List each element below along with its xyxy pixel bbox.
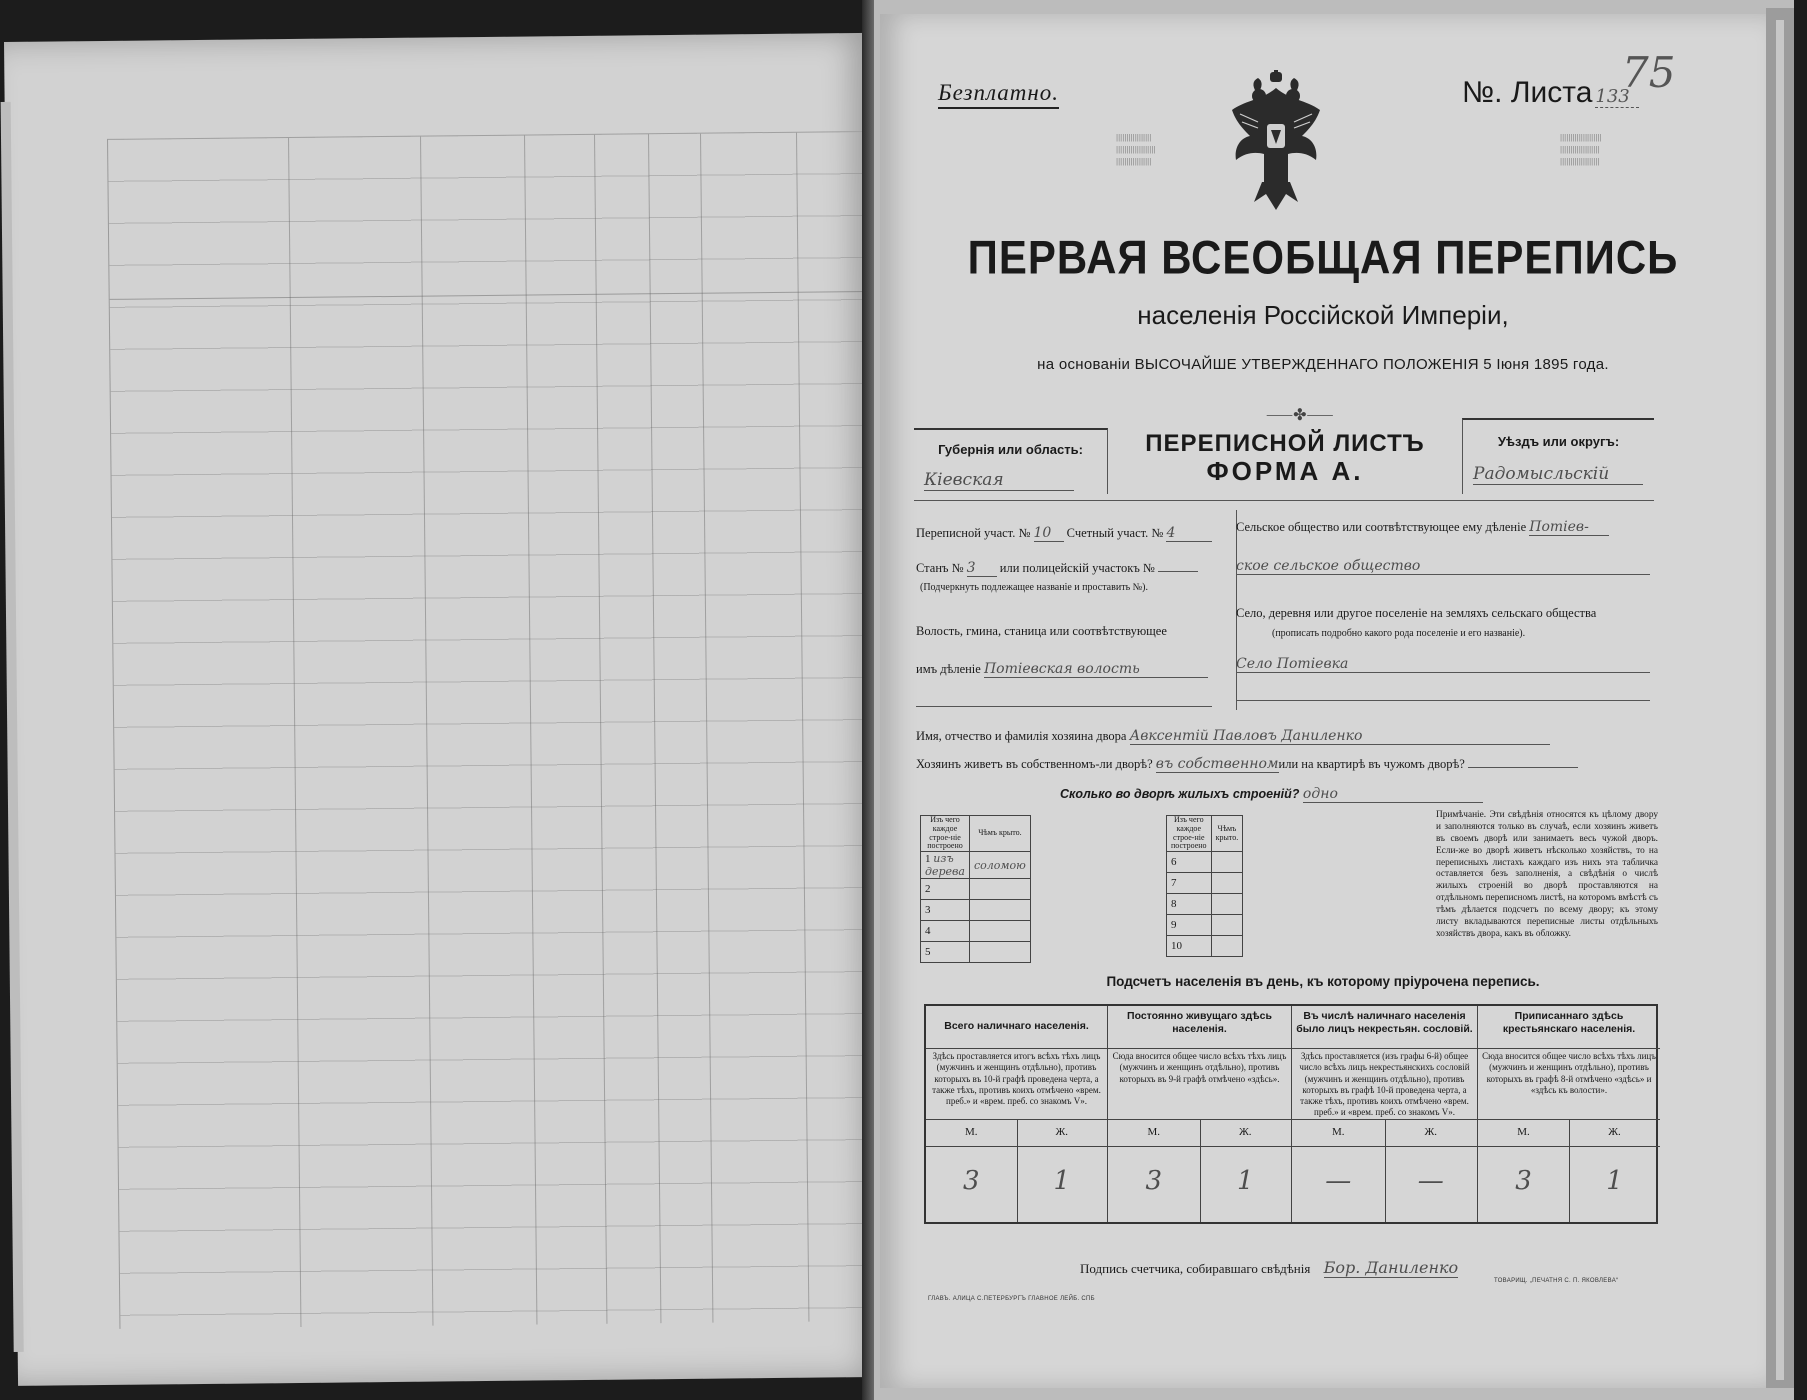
col-roof: Чѣмъ крыто. <box>969 816 1030 852</box>
owner-name-value: Авксентій Павловъ Даниленко <box>1130 728 1550 745</box>
count-section-value: 4 <box>1166 525 1212 542</box>
faint-show-through-text: ||||||||||||||||| ||||||||||||||||||| ||||||||||||||||| <box>1116 133 1156 166</box>
district-value: Радомысльскій <box>1473 464 1643 485</box>
district-box <box>1462 418 1654 494</box>
province-label: Губернія или область: <box>938 442 1083 457</box>
sheet-number-value: 133 <box>1595 86 1639 108</box>
province-box <box>914 428 1108 494</box>
form-title <box>1106 430 1464 487</box>
total-male-value: 3 <box>962 1166 980 1196</box>
ornament-divider: ⸺✤⸺ <box>1266 407 1334 424</box>
non-peasant-female-value: — <box>1417 1166 1444 1196</box>
sheet-number-label: №. Листа <box>1462 76 1593 109</box>
faint-show-through-text: |||||||||||||||||||| ||||||||||||||||||| ||||||||||||||||||| <box>1560 133 1602 166</box>
signature-label: Подпись счетчика, собиравшаго свѣдѣнія <box>1080 1261 1311 1276</box>
owner-residence-field: Хозяинъ живетъ въ собственномъ-ли дворѣ? въ собственномили на квартирѣ въ чужомъ дворѣ? <box>916 756 1578 773</box>
census-form-page: Безплатно. №. Листа 133 75 ||||||||||||||||| ||||||||||||||||||| ||||||||||||||||| |||||||||||||||||||| ||||||||||||||||||| ||||||||||||||||||| ПЕРВАЯ ВСЕОБЩАЯ ПЕРЕПИСЬ населенія Россійской Имперіи, на основаніи ВЫСОЧАЙШЕ УТВЕРЖДЕННАГО ПОЛОЖЕНІЯ 5 Іюня 1895 года. ⸺✤⸺ Губернія или область: Кіевская ПЕРЕПИСНОЙ ЛИСТЪ ФОРМА А. Уѣздъ или округъ: Радомысльскій Переписной участ. № 10 Счетный участ. № 4 Станъ № 3 или полицейскій участокъ № (Подчеркнуть подлежащее названіе и проставить №). Волость, гмина, станица или соотвѣтствующее имъ дѣленіе Потіевская волость Сельское общество или соотвѣтствующее ему дѣленіе Потіев- ское сельское общество Село, деревня или другое поселеніе на земляхъ сельскаго общества (прописать подробно какого рода поселеніе и его названіе). Село Потіевка Имя, отчество и фамилія хозяина двора Авксентій Павловъ Даниленко Хозяинъ живетъ въ собственномъ-ли дворѣ? въ собственномили на квартирѣ въ чужомъ дворѣ? Сколько во дворѣ жилыхъ строеній? одно Изъ чего каждое строе-ніе построено Чѣмъ крыто. 1 изъ дерева соломою 2 3 4 5 Изъ чего каждое строе-ніе построено Чѣмъ крыто. 6 7 8 9 10 Примѣчаніе. Эти свѣдѣнія относятся къ цѣлому двору и заполняются только въ случаѣ, если хозяинъ живетъ въ своемъ дворѣ или занимаетъ весь чужой дворъ. Если-же во дворѣ живетъ нѣсколько хозяйствъ, то на переписныхъ листахъ каждаго изъ нихъ эта табличка оставляется безъ заполненія, а свѣдѣнія о числѣ жилыхъ строеній во дворѣ проставляются на отдѣльномъ переписномъ листѣ, на которомъ вмѣстѣ съ тѣмъ дѣлается подсчетъ по всему двору; къ этому листу вкладываются переписные листы отдѣльныхъ хозяйствъ двора, какъ въ обложку. Подсчетъ населенія въ день, къ которому пріурочена перепись. Всего наличнаго населенія. Здѣсь проставляется итогъ всѣхъ тѣхъ лицъ (мужчинъ и женщинъ отдѣльно), противъ которыхъ въ 10-й графѣ проведена черта, а также тѣхъ, противъ коихъ отмѣчено «врем. преб.» и «врем. преб. со знакомъ V». М. Ж. 3 1 Постоянно живущаго здѣсь населенія. Сюда вносится общее число всѣхъ тѣхъ лицъ (мужчинъ и женщинъ отдѣльно), противъ которыхъ въ 9-й графѣ отмѣчено «здѣсь». М. Ж. 3 1 Въ числѣ наличнаго населенія было лицъ некрестьян. сословій. Здѣсь проставляется (изъ графы 6-й) общее число всѣхъ лицъ некрестьянскихъ сословій (мужчинъ и женщинъ отдѣльно), противъ которыхъ въ графѣ 10-й проведена черта, а также тѣхъ, противъ коихъ отмѣчено «врем. преб.» и «врем. преб. со знакомъ V». М. Ж. — — Приписаннаго здѣсь крестьянскаго населенія. Сюда вносится общее число всѣхъ тѣхъ лицъ (мужчинъ и женщинъ отдѣльно), противъ которыхъ въ графѣ 8-й отмѣчено «здѣсь» и «здѣсь къ волости». М. Ж. 3 1 Подпись счетчика, собиравшаго свѣдѣнія Бор. Даниленко ГЛАВЪ. АЛИЦА С.ПЕТЕРБУРГЪ ГЛАВНОЕ ЛЕЙБ. СПБ ТОВАРИЩ. „ПЕЧАТНЯ С. П. ЯКОВЛЕВА“ <box>880 14 1766 1388</box>
society-field-continued <box>1236 558 1650 575</box>
table-row: 9 <box>1167 915 1243 936</box>
page-subtitle: населенія Россійской Имперіи, <box>1137 300 1509 330</box>
legal-basis: на основаніи ВЫСОЧАЙШЕ УТВЕРЖДЕННАГО ПОЛОЖЕНІЯ 5 Іюня 1895 года. <box>1037 356 1609 373</box>
stan-value: 3 <box>967 560 997 577</box>
total-female-value: 1 <box>1053 1166 1071 1196</box>
buildings-count-value: одно <box>1303 786 1483 803</box>
double-headed-eagle-icon <box>1226 70 1326 220</box>
population-table <box>924 1004 1658 1224</box>
footnote: Примѣчаніе. Эти свѣдѣнія относятся къ цѣлому двору и заполняются только въ случаѣ, если хозяинъ живетъ въ своемъ дворѣ или занимаетъ весь чужой дворъ. Если-же во дворѣ живетъ нѣсколько хозяйствъ, то на переписныхъ листахъ каждаго изъ нихъ эта табличка оставляется безъ заполненія, а свѣдѣнія о числѣ жилыхъ строеній во дворѣ проставляются на отдѣльномъ переписномъ листѣ, на которомъ вмѣстѣ съ тѣмъ дѣлается подсчетъ по всему двору; къ этому листу вкладываются переписные листы отдѣльныхъ хозяйствъ двора, какъ въ обложку. <box>1436 810 1658 939</box>
page-edge <box>1 102 24 1352</box>
form-title-line1: ПЕРЕПИСНОЙ ЛИСТЪ <box>1145 430 1425 457</box>
district-label: Уѣздъ или округъ: <box>1497 434 1620 449</box>
society-value-1: Потіев- <box>1529 519 1609 536</box>
province-value: Кіевская <box>924 470 1074 491</box>
resident-male-value: 3 <box>1145 1166 1163 1196</box>
owner-residence-value: въ собственном <box>1155 756 1279 772</box>
table-row: 6 <box>1167 852 1243 873</box>
left-page <box>4 33 884 1386</box>
table-row: 7 <box>1167 873 1243 894</box>
volost-value: Потіевская волость <box>984 661 1208 678</box>
census-section-value: 10 <box>1034 525 1064 542</box>
table-row: 3 <box>921 900 1031 921</box>
sheet-number <box>1462 76 1639 110</box>
population-column: Всего наличнаго населенія. Здѣсь проставляется итогъ всѣхъ тѣхъ лицъ (мужчинъ и женщинъ отдѣльно), противъ которыхъ въ 10-й графѣ проведена черта, а также тѣхъ, противъ коихъ отмѣчено «врем. преб.» и «врем. преб. со знакомъ V». М. Ж. 3 1 <box>926 1006 1108 1222</box>
table-row: 5 <box>921 942 1031 963</box>
non-peasant-male-value: — <box>1325 1166 1352 1196</box>
table-row: 10 <box>1167 936 1243 957</box>
society-field: Сельское общество или соотвѣтствующее ему дѣленіе Потіев- <box>1236 519 1609 536</box>
page-title: ПЕРВАЯ ВСЕОБЩАЯ ПЕРЕПИСЬ <box>967 231 1679 284</box>
form-title-line2: ФОРМА А. <box>1206 456 1364 486</box>
resident-female-value: 1 <box>1236 1166 1254 1196</box>
table-row: 2 <box>921 879 1031 900</box>
census-section-field: Переписной участ. № 10 Счетный участ. № 4 <box>916 525 1212 542</box>
enumerator-signature <box>1080 1258 1458 1277</box>
stan-field: Станъ № 3 или полицейскій участокъ № <box>916 560 1198 577</box>
buildings-count-field: Сколько во дворѣ жилыхъ строеній? одно <box>1060 786 1483 803</box>
col-material: Изъ чего каждое строе-ніе построено <box>921 816 970 852</box>
corner-folio-number: 75 <box>1622 48 1676 97</box>
population-column: Постоянно живущаго здѣсь населенія. Сюда вносится общее число всѣхъ тѣхъ лицъ (мужчинъ и женщинъ отдѣльно), противъ которыхъ въ 9-й графѣ отмѣчено «здѣсь». М. Ж. 3 1 <box>1108 1006 1292 1222</box>
village-label: Село, деревня или другое поселеніе на земляхъ сельскаго общества <box>1236 606 1597 620</box>
volost-label: Волость, гмина, станица или соотвѣтствующее <box>916 624 1167 638</box>
village-value: Село Потіевка <box>1236 656 1650 673</box>
underline-note: (Подчеркнуть подлежащее названіе и проставить №). <box>920 582 1148 593</box>
population-count-title: Подсчетъ населенія въ день, къ которому пріурочена перепись. <box>1106 974 1540 989</box>
table-row: 8 <box>1167 894 1243 915</box>
faint-ruled-grid <box>107 131 879 1329</box>
population-column: Приписаннаго здѣсь крестьянскаго населенія. Сюда вносится общее число всѣхъ тѣхъ лицъ (мужчинъ и женщинъ отдѣльно), противъ которыхъ въ графѣ 8-й отмѣчено «здѣсь» и «здѣсь къ волости». М. Ж. 3 1 <box>1478 1006 1660 1222</box>
free-label: Безплатно. <box>938 80 1059 109</box>
population-column: Въ числѣ наличнаго населенія было лицъ некрестьян. сословій. Здѣсь проставляется (изъ графы 6-й) общее число всѣхъ лицъ некрестьянскихъ сословій (мужчинъ и женщинъ отдѣльно), противъ которыхъ въ графѣ 10-й проведена черта, а также тѣхъ, противъ коихъ отмѣчено «врем. преб.» и «врем. преб. со знакомъ V». М. Ж. — — <box>1292 1006 1478 1222</box>
village-note: (прописать подробно какого рода поселеніе и его названіе). <box>1272 628 1526 639</box>
registered-female-value: 1 <box>1606 1166 1623 1196</box>
society-value-2: ское сельское общество <box>1236 558 1650 575</box>
village-field <box>1236 656 1650 673</box>
table-row: 4 <box>921 921 1031 942</box>
printer-imprint-right: ТОВАРИЩ. „ПЕЧАТНЯ С. П. ЯКОВЛЕВА“ <box>1494 1278 1619 1284</box>
table-row: 1 изъ дерева соломою <box>921 852 1031 879</box>
volost-field: имъ дѣленіе Потіевская волость <box>916 661 1208 678</box>
faint-grid-header <box>108 132 869 300</box>
signature-value: Бор. Даниленко <box>1323 1258 1459 1277</box>
printer-imprint-left: ГЛАВЪ. АЛИЦА С.ПЕТЕРБУРГЪ ГЛАВНОЕ ЛЕЙБ. СПБ <box>928 1296 1095 1302</box>
owner-name-field: Имя, отчество и фамилія хозяина двора Авксентій Павловъ Даниленко <box>916 728 1550 745</box>
registered-male-value: 3 <box>1515 1166 1532 1196</box>
